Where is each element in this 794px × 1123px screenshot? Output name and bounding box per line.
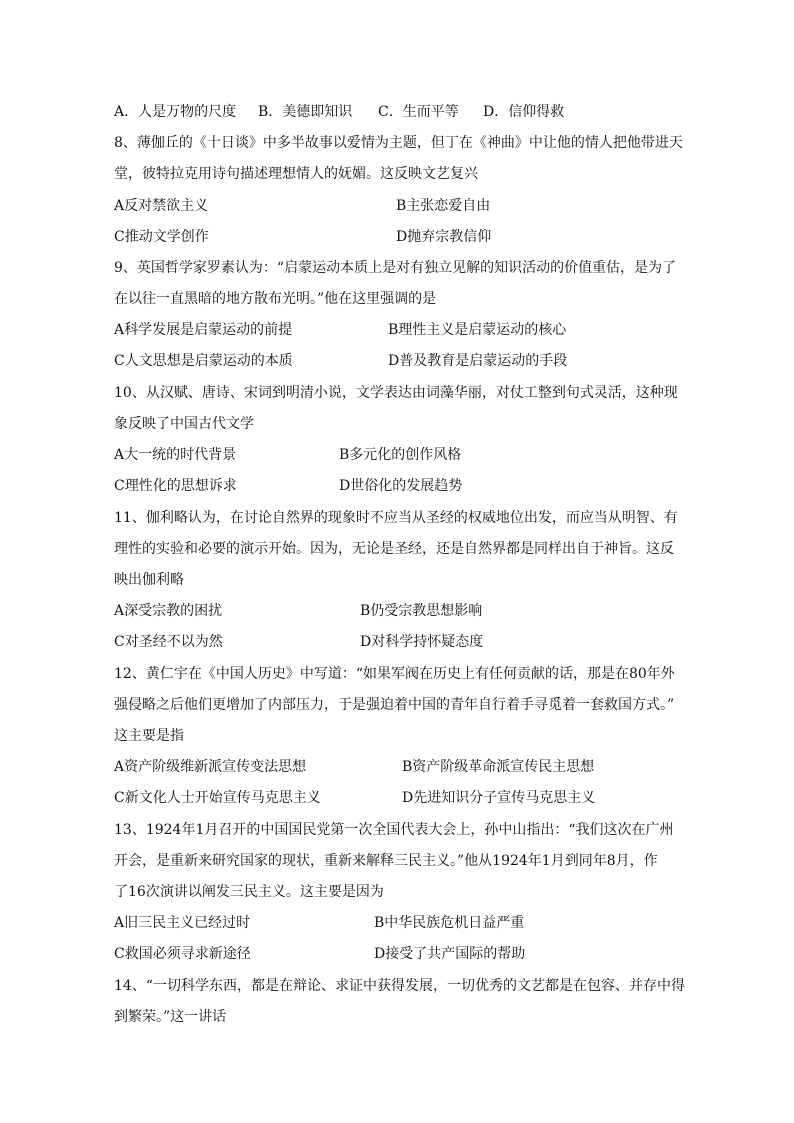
question-11-stem-line-2: 理性的实验和必要的演示开始。因为，无论是圣经，还是自然界都是同样出自于神旨。这反 <box>114 541 674 557</box>
question-11-stem-line-3: 映出伽利略 <box>114 572 184 588</box>
question-10-stem-line-2: 象反映了中国古代文学 <box>114 416 254 432</box>
q7-option-b: B．美德即知识 <box>258 104 353 120</box>
question-12-option-c: C新文化人士开始宣传马克思主义 <box>114 790 321 806</box>
question-11-option-c: C对圣经不以为然 <box>114 634 223 650</box>
question-9-stem-line-1: 9、英国哲学家罗素认为：“启蒙运动本质上是对有独立见解的知识活动的价值重估，是为了 <box>114 260 677 276</box>
question-11-option-b: B仍受宗教思想影响 <box>360 603 483 619</box>
question-10-option-b: B多元化的创作风格 <box>339 447 462 463</box>
question-10-stem-line-1: 10、从汉赋、唐诗、宋词到明清小说，文学表达由词藻华丽，对仗工整到句式灵活，这种现 <box>114 385 678 401</box>
question-8-option-c: C推动文学创作 <box>114 229 209 245</box>
question-9-option-c: C人文思想是启蒙运动的本质 <box>114 353 293 369</box>
q7-option-c: C．生而平等 <box>378 104 459 120</box>
question-11-stem-line-1: 11、伽利略认为，在讨论自然界的现象时不应当从圣经的权威地位出发，而应当从明智、有 <box>114 510 678 526</box>
q7-option-d: D．信仰得救 <box>483 104 565 120</box>
question-9-option-d: D普及教育是启蒙运动的手段 <box>388 353 568 369</box>
question-11-option-d: D对科学持怀疑态度 <box>360 634 484 650</box>
question-8-option-d: D抛弃宗教信仰 <box>396 229 492 245</box>
question-13-option-d: D接受了共产国际的帮助 <box>374 946 526 962</box>
question-10-option-a: A大一统的时代背景 <box>114 447 237 463</box>
question-14-stem-line-1: 14、“一切科学东西，都是在辩论、求证中获得发展，一切优秀的文艺都是在包容、并存中得 <box>114 978 685 994</box>
question-13-stem-line-3: 了16次演讲以阐发三民主义。这主要是因为 <box>114 884 384 900</box>
question-9-option-b: B理性主义是启蒙运动的核心 <box>388 322 567 338</box>
question-9-option-a: A科学发展是启蒙运动的前提 <box>114 322 293 338</box>
question-13-stem-line-2: 开会，是重新来研究国家的现状，重新来解释三民主义。”他从1924年1月到同年8月，作 <box>114 853 658 869</box>
question-12-option-d: D先进知识分子宣传马克思主义 <box>402 790 596 806</box>
question-9-stem-line-2: 在以往一直黑暗的地方散布光明。”他在这里强调的是 <box>114 291 437 307</box>
question-13-stem-line-1: 13、1924年1月召开的中国国民党第一次全国代表大会上，孙中山指出：“我们这次在广州 <box>114 822 674 838</box>
question-12-stem-line-3: 这主要是指 <box>114 728 184 744</box>
question-11-option-a: A深受宗教的困扰 <box>114 603 223 619</box>
question-12-option-b: B资产阶级革命派宣传民主思想 <box>402 759 595 775</box>
question-8-stem-line-1: 8、薄伽丘的《十日谈》中多半故事以爱情为主题，但丁在《神曲》中让他的情人把他带进天 <box>114 135 683 151</box>
question-14-stem-line-2: 到繁荣。”这一讲话 <box>114 1009 227 1025</box>
question-8-option-b: B主张恋爱自由 <box>396 198 491 214</box>
question-12-stem-line-2: 强侵略之后他们更增加了内部压力，于是强迫着中国的青年自行着手寻觅着一套救国方式。” <box>114 697 675 713</box>
question-8-option-a: A反对禁欲主义 <box>114 198 209 214</box>
question-8-stem-line-2: 堂，彼特拉克用诗句描述理想情人的妩媚。这反映文艺复兴 <box>114 166 478 182</box>
question-13-option-a: A旧三民主义已经过时 <box>114 915 251 931</box>
question-13-option-c: C救国必须寻求新途径 <box>114 946 251 962</box>
question-10-option-c: C理性化的思想诉求 <box>114 478 237 494</box>
question-12-stem-line-1: 12、黄仁宇在《中国人历史》中写道：“如果军阀在历史上有任何贡献的话，那是在80年外 <box>114 666 675 682</box>
q7-option-a: A．人是万物的尺度 <box>114 104 237 120</box>
question-12-option-a: A资产阶级维新派宣传变法思想 <box>114 759 307 775</box>
question-13-option-b: B中华民族危机日益严重 <box>374 915 525 931</box>
question-10-option-d: D世俗化的发展趋势 <box>339 478 463 494</box>
